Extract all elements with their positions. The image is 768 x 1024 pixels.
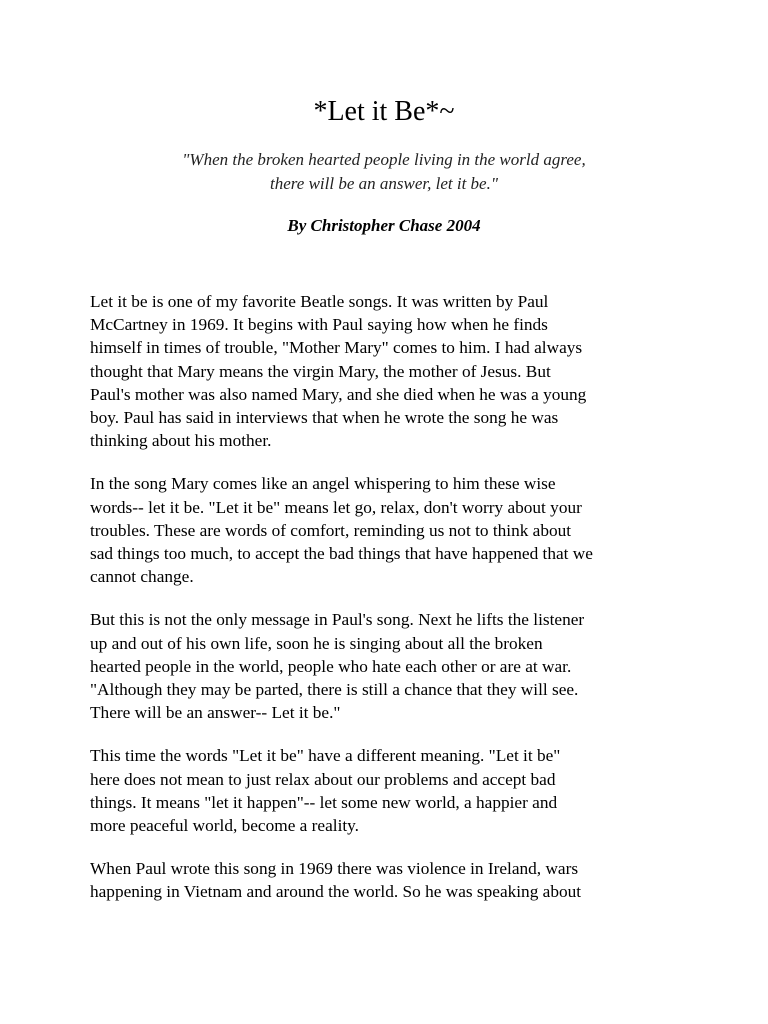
document-body [90, 290, 690, 924]
text-line: But this is not the only message in Paul's song. Next he lifts the listener [90, 610, 585, 630]
text-line: This time the words "Let it be" have a different meaning. "Let it be" [90, 746, 561, 766]
paragraph [90, 744, 690, 837]
text-line: himself in times of trouble, "Mother Mary" comes to him. I had always [90, 338, 583, 358]
author-byline: By Christopher Chase 2004 [287, 216, 481, 235]
quote-line: there will be an answer, let it be." [270, 174, 498, 193]
paragraph [90, 290, 690, 452]
document-title: *Let it Be*~ [313, 96, 455, 127]
text-line: hearted people in the world, people who hate each other or are at war. [90, 656, 572, 676]
quote-line: "When the broken hearted people living in the world agree, [182, 150, 586, 169]
text-line: boy. Paul has said in interviews that when he wrote the song he was [90, 408, 559, 428]
text-line: In the song Mary comes like an angel whispering to him these wise [90, 474, 556, 494]
text-line: When Paul wrote this song in 1969 there was violence in Ireland, wars [90, 859, 579, 879]
paragraph [90, 857, 690, 903]
text-line: up and out of his own life, soon he is singing about all the broken [90, 633, 543, 653]
paragraph [90, 608, 690, 724]
text-line: thought that Mary means the virgin Mary, the mother of Jesus. But [90, 361, 551, 381]
text-line: happening in Vietnam and around the world. So he was speaking about [90, 882, 582, 902]
text-line: troubles. These are words of comfort, reminding us not to think about [90, 520, 572, 540]
text-line: here does not mean to just relax about our problems and accept bad [90, 769, 556, 789]
epigraph-quote [0, 148, 768, 196]
text-line: words-- let it be. "Let it be" means let go, relax, don't worry about your [90, 497, 582, 517]
text-line: things. It means "let it happen"-- let some new world, a happier and [90, 792, 558, 812]
text-line: McCartney in 1969. It begins with Paul saying how when he finds [90, 315, 548, 335]
paragraph [90, 472, 690, 588]
text-line: "Although they may be parted, there is still a chance that they will see. [90, 680, 579, 700]
text-line: sad things too much, to accept the bad things that have happened that we [90, 544, 593, 564]
text-line: There will be an answer-- Let it be." [90, 703, 341, 723]
text-line: Paul's mother was also named Mary, and she died when he was a young [90, 384, 587, 404]
text-line: Let it be is one of my favorite Beatle songs. It was written by Paul [90, 292, 549, 311]
text-line: cannot change. [90, 567, 194, 587]
text-line: thinking about his mother. [90, 431, 272, 451]
text-line: more peaceful world, become a reality. [90, 816, 360, 836]
